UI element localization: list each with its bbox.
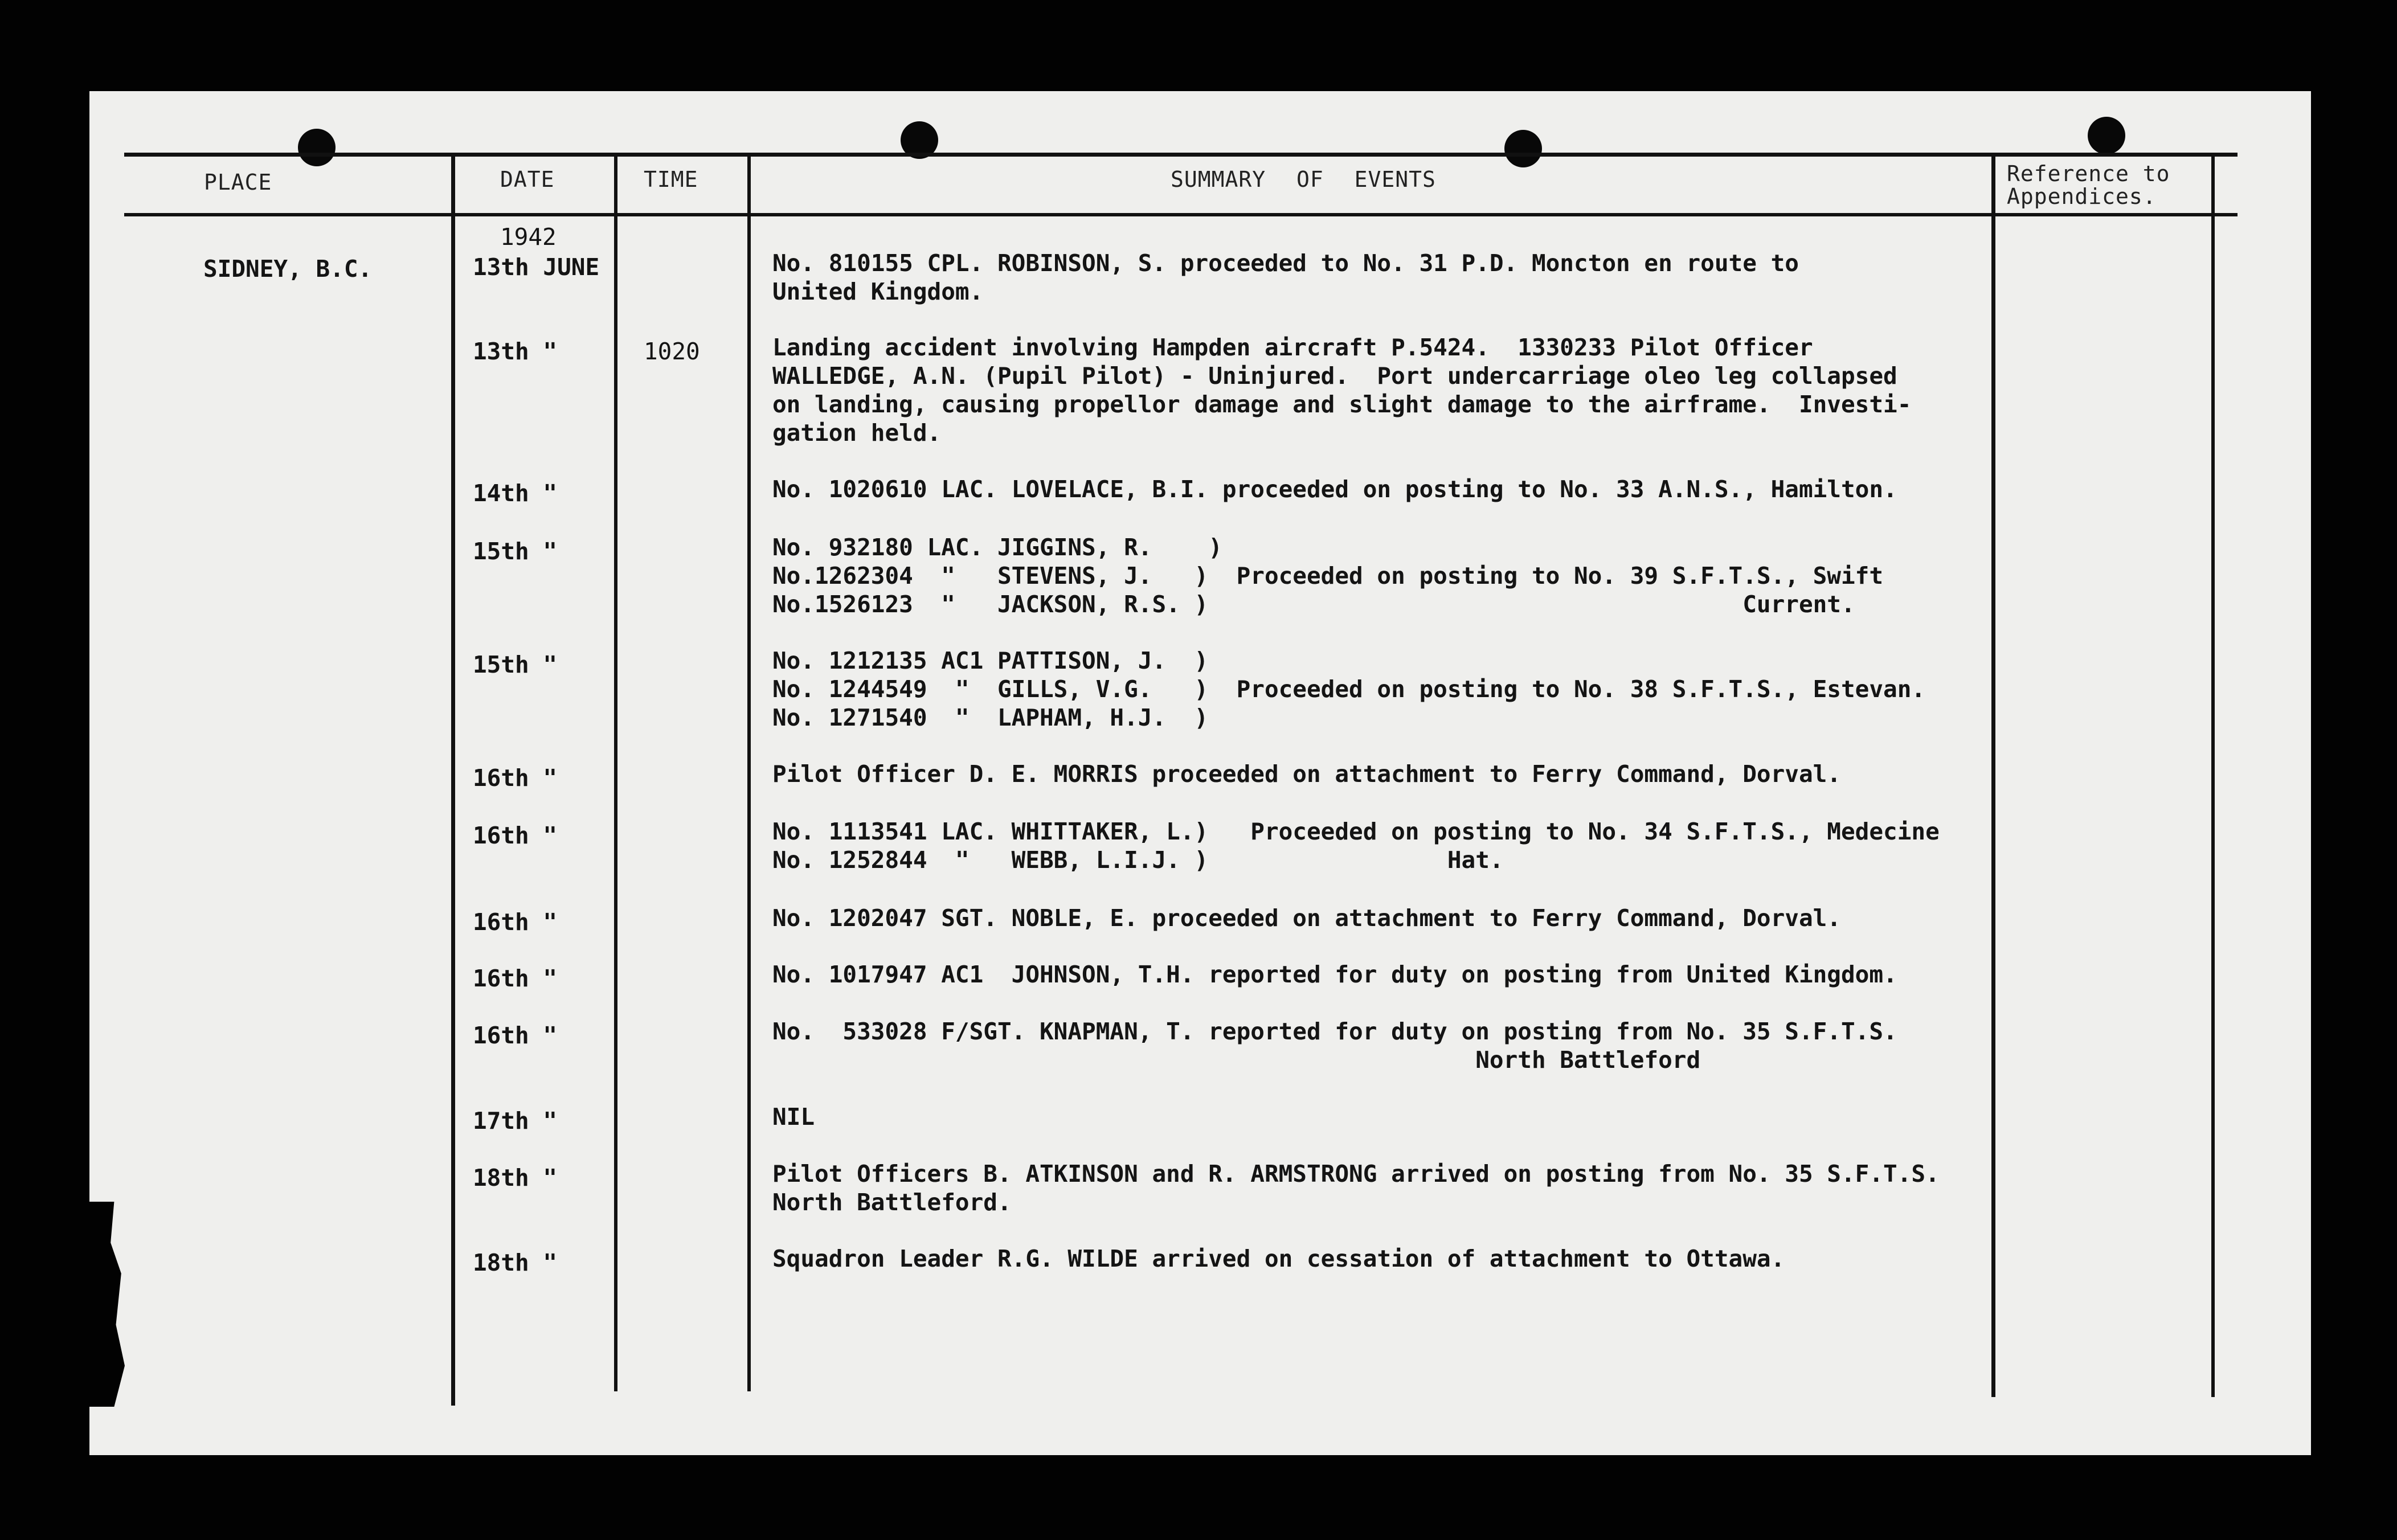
- punch-hole-1: [298, 129, 336, 166]
- entry-text: No. 533028 F/SGT. KNAPMAN, T. reported for duty on posting from No. 35 S.F.T.S. North Battleford: [772, 1018, 1897, 1074]
- entry-text: No. 1017947 AC1 JOHNSON, T.H. reported for duty on posting from United Kingdom.: [772, 961, 1897, 988]
- col-divider-time: [747, 153, 751, 1391]
- entry-text: No. 810155 CPL. ROBINSON, S. proceeded to No. 31 P.D. Moncton en route to United Kingdom.: [772, 249, 1799, 305]
- entry-date: 16th ": [473, 965, 558, 992]
- entry-text: Pilot Officers B. ATKINSON and R. ARMSTRONG arrived on posting from No. 35 S.F.T.S. North Battleford.: [772, 1160, 1940, 1216]
- entry-date: 16th ": [473, 908, 558, 936]
- entry-text: Landing accident involving Hampden aircraft P.5424. 1330233 Pilot Officer WALLEDGE, A.N. (Pupil Pilot) - Uninjured. Port undercarriage oleo leg collapsed on landing, causing propellor damage and slight damage to the airframe. Investi- gation held.: [772, 334, 1912, 447]
- header-reference: Reference to Appendices.: [2007, 161, 2170, 209]
- entry-date: 15th ": [473, 651, 558, 678]
- entry-text: Squadron Leader R.G. WILDE arrived on cessation of attachment to Ottawa.: [772, 1245, 1785, 1272]
- entry-date: 18th ": [473, 1164, 558, 1191]
- entry-text: No. 1020610 LAC. LOVELACE, B.I. proceeded on posting to No. 33 A.N.S., Hamilton.: [772, 476, 1897, 503]
- punch-hole-3: [1504, 130, 1542, 167]
- place-label: SIDNEY, B.C.: [203, 255, 373, 282]
- entry-time: 1020: [644, 338, 700, 365]
- header-rule: [124, 213, 2238, 216]
- entry-text: No. 1202047 SGT. NOBLE, E. proceeded on attachment to Ferry Command, Dorval.: [772, 904, 1841, 932]
- entry-date: 16th ": [473, 764, 558, 792]
- top-rule: [124, 153, 2238, 157]
- col-divider-date: [614, 153, 617, 1391]
- col-divider-place: [451, 153, 455, 1406]
- entry-text: Pilot Officer D. E. MORRIS proceeded on attachment to Ferry Command, Dorval.: [772, 760, 1841, 788]
- year-label: 1942: [500, 223, 557, 251]
- entry-date: 16th ": [473, 822, 558, 849]
- entry-date: 14th ": [473, 480, 558, 507]
- punch-hole-4: [2088, 117, 2125, 154]
- entry-date: 17th ": [473, 1107, 558, 1134]
- entry-date: 13th JUNE: [473, 253, 600, 281]
- entry-text: No. 1113541 LAC. WHITTAKER, L.) Proceeded on posting to No. 34 S.F.T.S., Medecine No. 1252844 " WEBB, L.I.J. ) Hat.: [772, 818, 1940, 874]
- entry-date: 18th ": [473, 1249, 558, 1276]
- header-time: TIME: [644, 167, 698, 192]
- entry-text: No. 932180 LAC. JIGGINS, R. ) No.1262304 " STEVENS, J. ) Proceeded on posting to No. 39 S.F.T.S., Swift No.1526123 " JACKSON, R.S. ) Current.: [772, 534, 1884, 618]
- entry-text: NIL: [772, 1103, 815, 1131]
- col-divider-summary: [1991, 153, 1995, 1397]
- entry-date: 15th ": [473, 538, 558, 565]
- header-place: PLACE: [204, 170, 272, 195]
- entry-text: No. 1212135 AC1 PATTISON, J. ) No. 1244549 " GILLS, V.G. ) Proceeded on posting to No. 38 S.F.T.S., Estevan. No. 1271540 " LAPHAM, H.J. ): [772, 647, 1926, 731]
- col-divider-reference: [2211, 153, 2215, 1397]
- entry-date: 16th ": [473, 1022, 558, 1049]
- header-date: DATE: [500, 167, 555, 192]
- header-summary: SUMMARY OF EVENTS: [1171, 167, 1436, 192]
- entry-date: 13th ": [473, 338, 558, 365]
